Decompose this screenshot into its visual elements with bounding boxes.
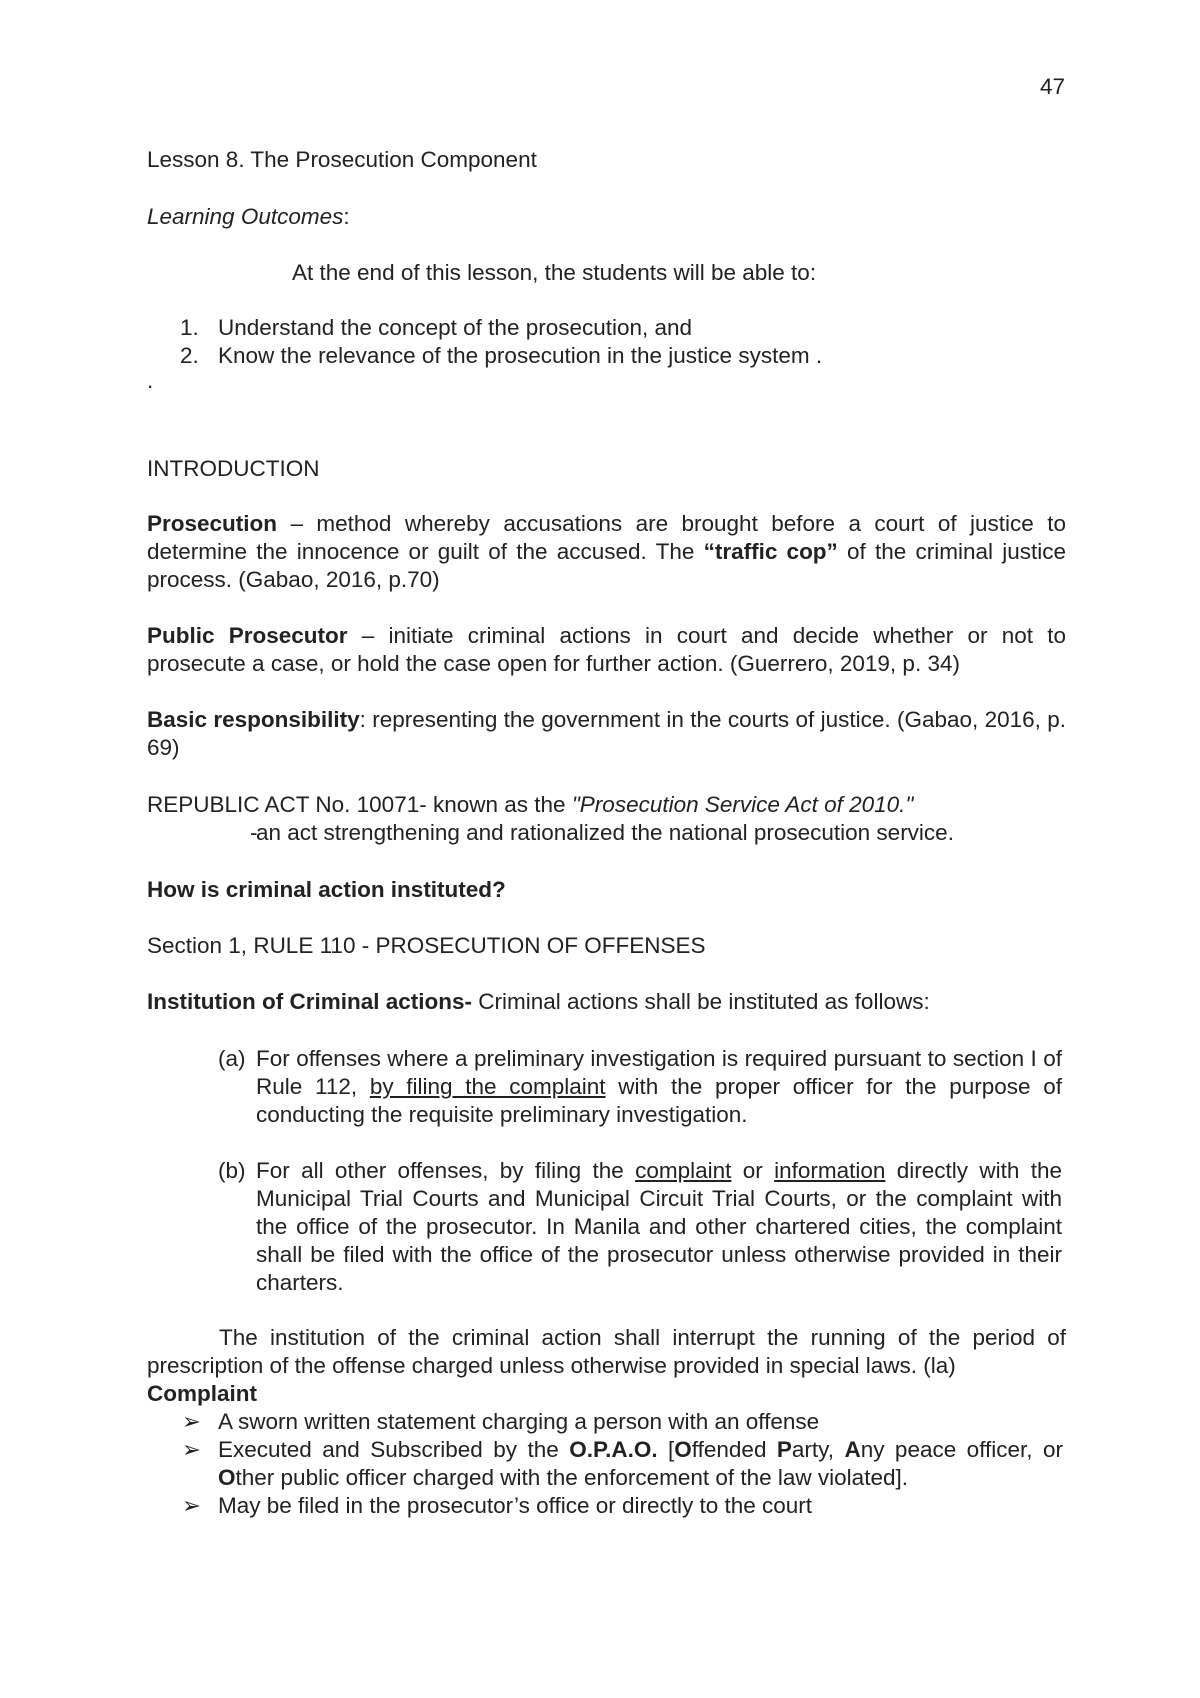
complaint-heading: Complaint: [147, 1381, 257, 1406]
dash-marker: -: [250, 820, 258, 845]
institution-term: Institution of Criminal actions-: [147, 989, 472, 1014]
outcomes-intro: At the end of this lesson, the students will be able to:: [292, 260, 817, 285]
republic-act-prefix: REPUBLIC ACT No. 10071- known as the: [147, 792, 572, 817]
prosecution-text-end: of the criminal justice process. (Gabao, 2016, p.70): [147, 539, 1066, 592]
stray-dot: .: [147, 368, 154, 393]
b2-text: ffended: [691, 1437, 777, 1462]
outcome-number: 2.: [180, 343, 199, 368]
initial-p: P: [776, 1437, 792, 1462]
outcome-number: 1.: [180, 315, 199, 340]
item-b-mid: or: [731, 1158, 775, 1183]
item-a-underlined: by filing the complaint: [369, 1074, 606, 1099]
page-number: 47: [1040, 74, 1066, 99]
initial-o: O: [218, 1465, 236, 1490]
basic-responsibility-text: : representing the government in the courts of justice. (Gabao, 2016, p. 69): [147, 707, 1066, 760]
outcome-item: Understand the concept of the prosecution, and: [218, 315, 693, 340]
item-b-label: (b): [218, 1158, 246, 1183]
public-prosecutor-text: – initiate criminal actions in court and decide whether or not to prosecute a case, or hold the case open for further action. (Guerrero, 2019, p. 34): [147, 623, 1067, 676]
b2-text: arty,: [791, 1437, 845, 1462]
item-b-text: [256, 1157, 1062, 1297]
outcomes-colon: :: [343, 204, 350, 229]
basic-responsibility-term: Basic responsibility: [147, 707, 360, 732]
institution-line: [147, 988, 930, 1016]
act-name: "Prosecution Service Act of 2010.": [571, 792, 914, 817]
institution-text: Criminal actions shall be instituted as follows:: [472, 989, 930, 1014]
item-a-part2: with the proper officer for the purpose of conducting the requisite preliminary investigation.: [256, 1074, 1062, 1127]
b2-text: Executed and Subscribed by the: [218, 1437, 570, 1462]
information-underlined: information: [774, 1158, 886, 1183]
item-a-text: [256, 1045, 1062, 1129]
basic-responsibility-definition: [147, 706, 1066, 762]
outcome-item: Know the relevance of the prosecution in the justice system .: [218, 343, 823, 368]
b2-text: [: [657, 1437, 675, 1462]
traffic-cop-term: “traffic cop”: [703, 539, 838, 564]
public-prosecutor-term: Public Prosecutor: [147, 623, 348, 648]
prosecution-text: – method whereby accusations are brought before a court of justice to determine the innocence or guilt of the accused. The: [147, 511, 1066, 564]
item-a-part1: For offenses where a preliminary investigation is required pursuant to section I of Rule 112,: [256, 1046, 1062, 1099]
arrow-bullet-icon: ➢: [182, 1493, 201, 1518]
complaint-bullet: [218, 1436, 1063, 1492]
question-heading: How is criminal action instituted?: [147, 877, 506, 902]
item-a-label: (a): [218, 1046, 246, 1071]
complaint-bullet: May be filed in the prosecutor’s office or directly to the court: [218, 1493, 813, 1518]
arrow-bullet-icon: ➢: [182, 1409, 201, 1434]
complaint-underlined: complaint: [635, 1158, 732, 1183]
learning-outcomes-heading: [147, 203, 350, 231]
introduction-heading: INTRODUCTION: [147, 456, 320, 481]
b2-text: ther public officer charged with the enforcement of the law violated].: [235, 1465, 908, 1490]
initial-o: O: [674, 1437, 692, 1462]
republic-act-description: an act strengthening and rationalized the national prosecution service.: [256, 820, 954, 845]
arrow-bullet-icon: ➢: [182, 1437, 201, 1462]
initial-a: A: [844, 1437, 861, 1462]
prosecution-definition: [147, 510, 1066, 594]
opao-acronym: O.P.A.O.: [569, 1437, 658, 1462]
item-b-part2: directly with the Municipal Trial Courts and Municipal Circuit Trial Courts, or the complaint with the office of the prosecutor. In Manila and other chartered cities, the complaint shall be filed with the office of the prosecutor unless otherwise provided in their charters.: [256, 1158, 1062, 1295]
public-prosecutor-definition: [147, 622, 1066, 678]
lesson-title: Lesson 8. The Prosecution Component: [147, 147, 537, 172]
interruption-paragraph: The institution of the criminal action shall interrupt the running of the period of prescription of the offense charged unless otherwise provided in special laws. (la): [147, 1325, 1066, 1378]
prosecution-term: Prosecution: [147, 511, 278, 536]
section-line: Section 1, RULE 110 - PROSECUTION OF OFFENSES: [147, 933, 706, 958]
b2-text: ny peace officer, or: [860, 1437, 1064, 1462]
outcomes-label: Learning Outcomes: [147, 204, 344, 229]
item-b-part1: For all other offenses, by filing the: [256, 1158, 636, 1183]
complaint-bullet: A sworn written statement charging a person with an offense: [218, 1409, 820, 1434]
republic-act-line: [147, 791, 913, 819]
